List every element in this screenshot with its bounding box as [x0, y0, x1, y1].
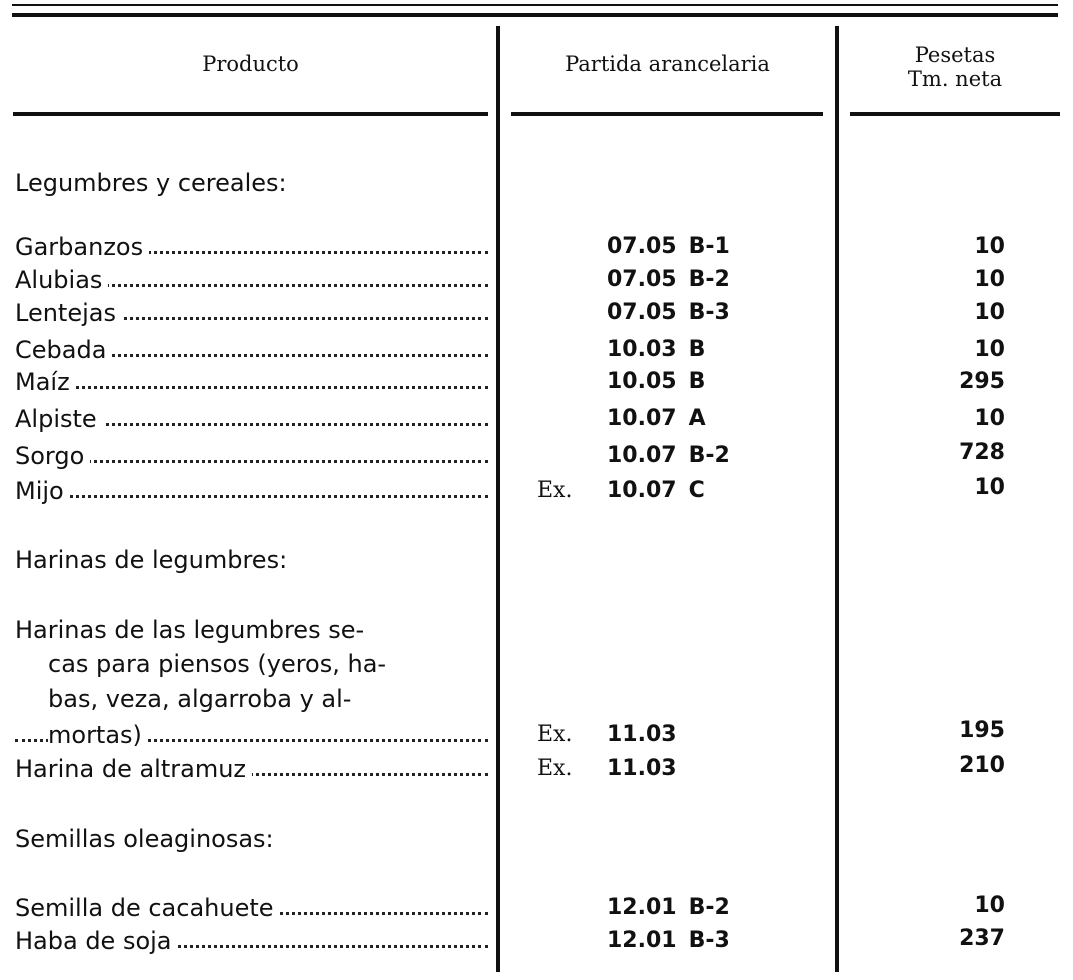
tariff-code: 10.03 B [607, 337, 706, 362]
product-name: Lentejas [15, 298, 488, 328]
value-cell: 10 [974, 337, 1005, 362]
tariff-code: 12.01 B-3 [607, 928, 730, 953]
value-cell: 10 [974, 475, 1005, 500]
product-name: Garbanzos [15, 232, 488, 262]
section-title: Semillas oleaginosas: [15, 825, 274, 853]
product-name: Maíz [15, 367, 488, 397]
value-cell: 728 [959, 440, 1005, 465]
header-underline [511, 112, 823, 116]
tariff-code: Ex. 10.07 C [537, 478, 705, 503]
tariff-code: 07.05 B-3 [607, 300, 730, 325]
header-pesetas-line2: Tm. neta [907, 67, 1003, 91]
value-cell: 10 [974, 406, 1005, 431]
header-pesetas [845, 43, 1065, 91]
value-cell: 10 [974, 893, 1005, 918]
tariff-code: 10.05 B [607, 369, 706, 394]
value-cell: 237 [959, 926, 1005, 951]
tariff-code: Ex. 11.03 [537, 722, 677, 747]
value-cell: 10 [974, 234, 1005, 259]
product-name: Alpiste [15, 404, 488, 434]
value-cell: 10 [974, 267, 1005, 292]
section-title: Harinas de legumbres: [15, 546, 288, 574]
product-name-line: Harinas de las legumbres se- [15, 616, 365, 644]
header-underline [13, 112, 488, 116]
column-divider [835, 26, 839, 972]
header-product: Producto [202, 52, 299, 76]
top-rule [12, 4, 1058, 6]
tariff-code: 10.07 A [607, 406, 706, 431]
tariff-code: 07.05 B-2 [607, 267, 730, 292]
tariff-code: 07.05 B-1 [607, 234, 730, 259]
tariff-code: 12.01 B-2 [607, 895, 730, 920]
product-name: Mijo [15, 476, 488, 506]
column-divider [496, 26, 500, 972]
value-cell: 295 [959, 369, 1005, 394]
value-cell: 10 [974, 300, 1005, 325]
product-name: Semilla de cacahuete [15, 893, 488, 923]
header-underline [850, 112, 1060, 116]
product-name: Harina de altramuz [15, 754, 488, 784]
product-name: mortas) [15, 720, 488, 750]
tariff-code: 10.07 B-2 [607, 443, 730, 468]
product-name: Cebada [15, 335, 488, 365]
header-partida: Partida arancelaria [565, 52, 770, 76]
value-cell: 195 [959, 718, 1005, 743]
top-rule-thick [12, 13, 1058, 17]
section-title: Legumbres y cereales: [15, 169, 287, 197]
product-name: Sorgo [15, 441, 488, 471]
header-pesetas-line1: Pesetas [914, 43, 996, 67]
value-cell: 210 [959, 753, 1005, 778]
product-name: Haba de soja [15, 926, 488, 956]
tariff-code: Ex. 11.03 [537, 756, 677, 781]
product-name-line: bas, veza, algarroba y al- [48, 685, 352, 713]
product-name: Alubias [15, 265, 488, 295]
product-name-line: cas para piensos (yeros, ha- [48, 650, 387, 678]
